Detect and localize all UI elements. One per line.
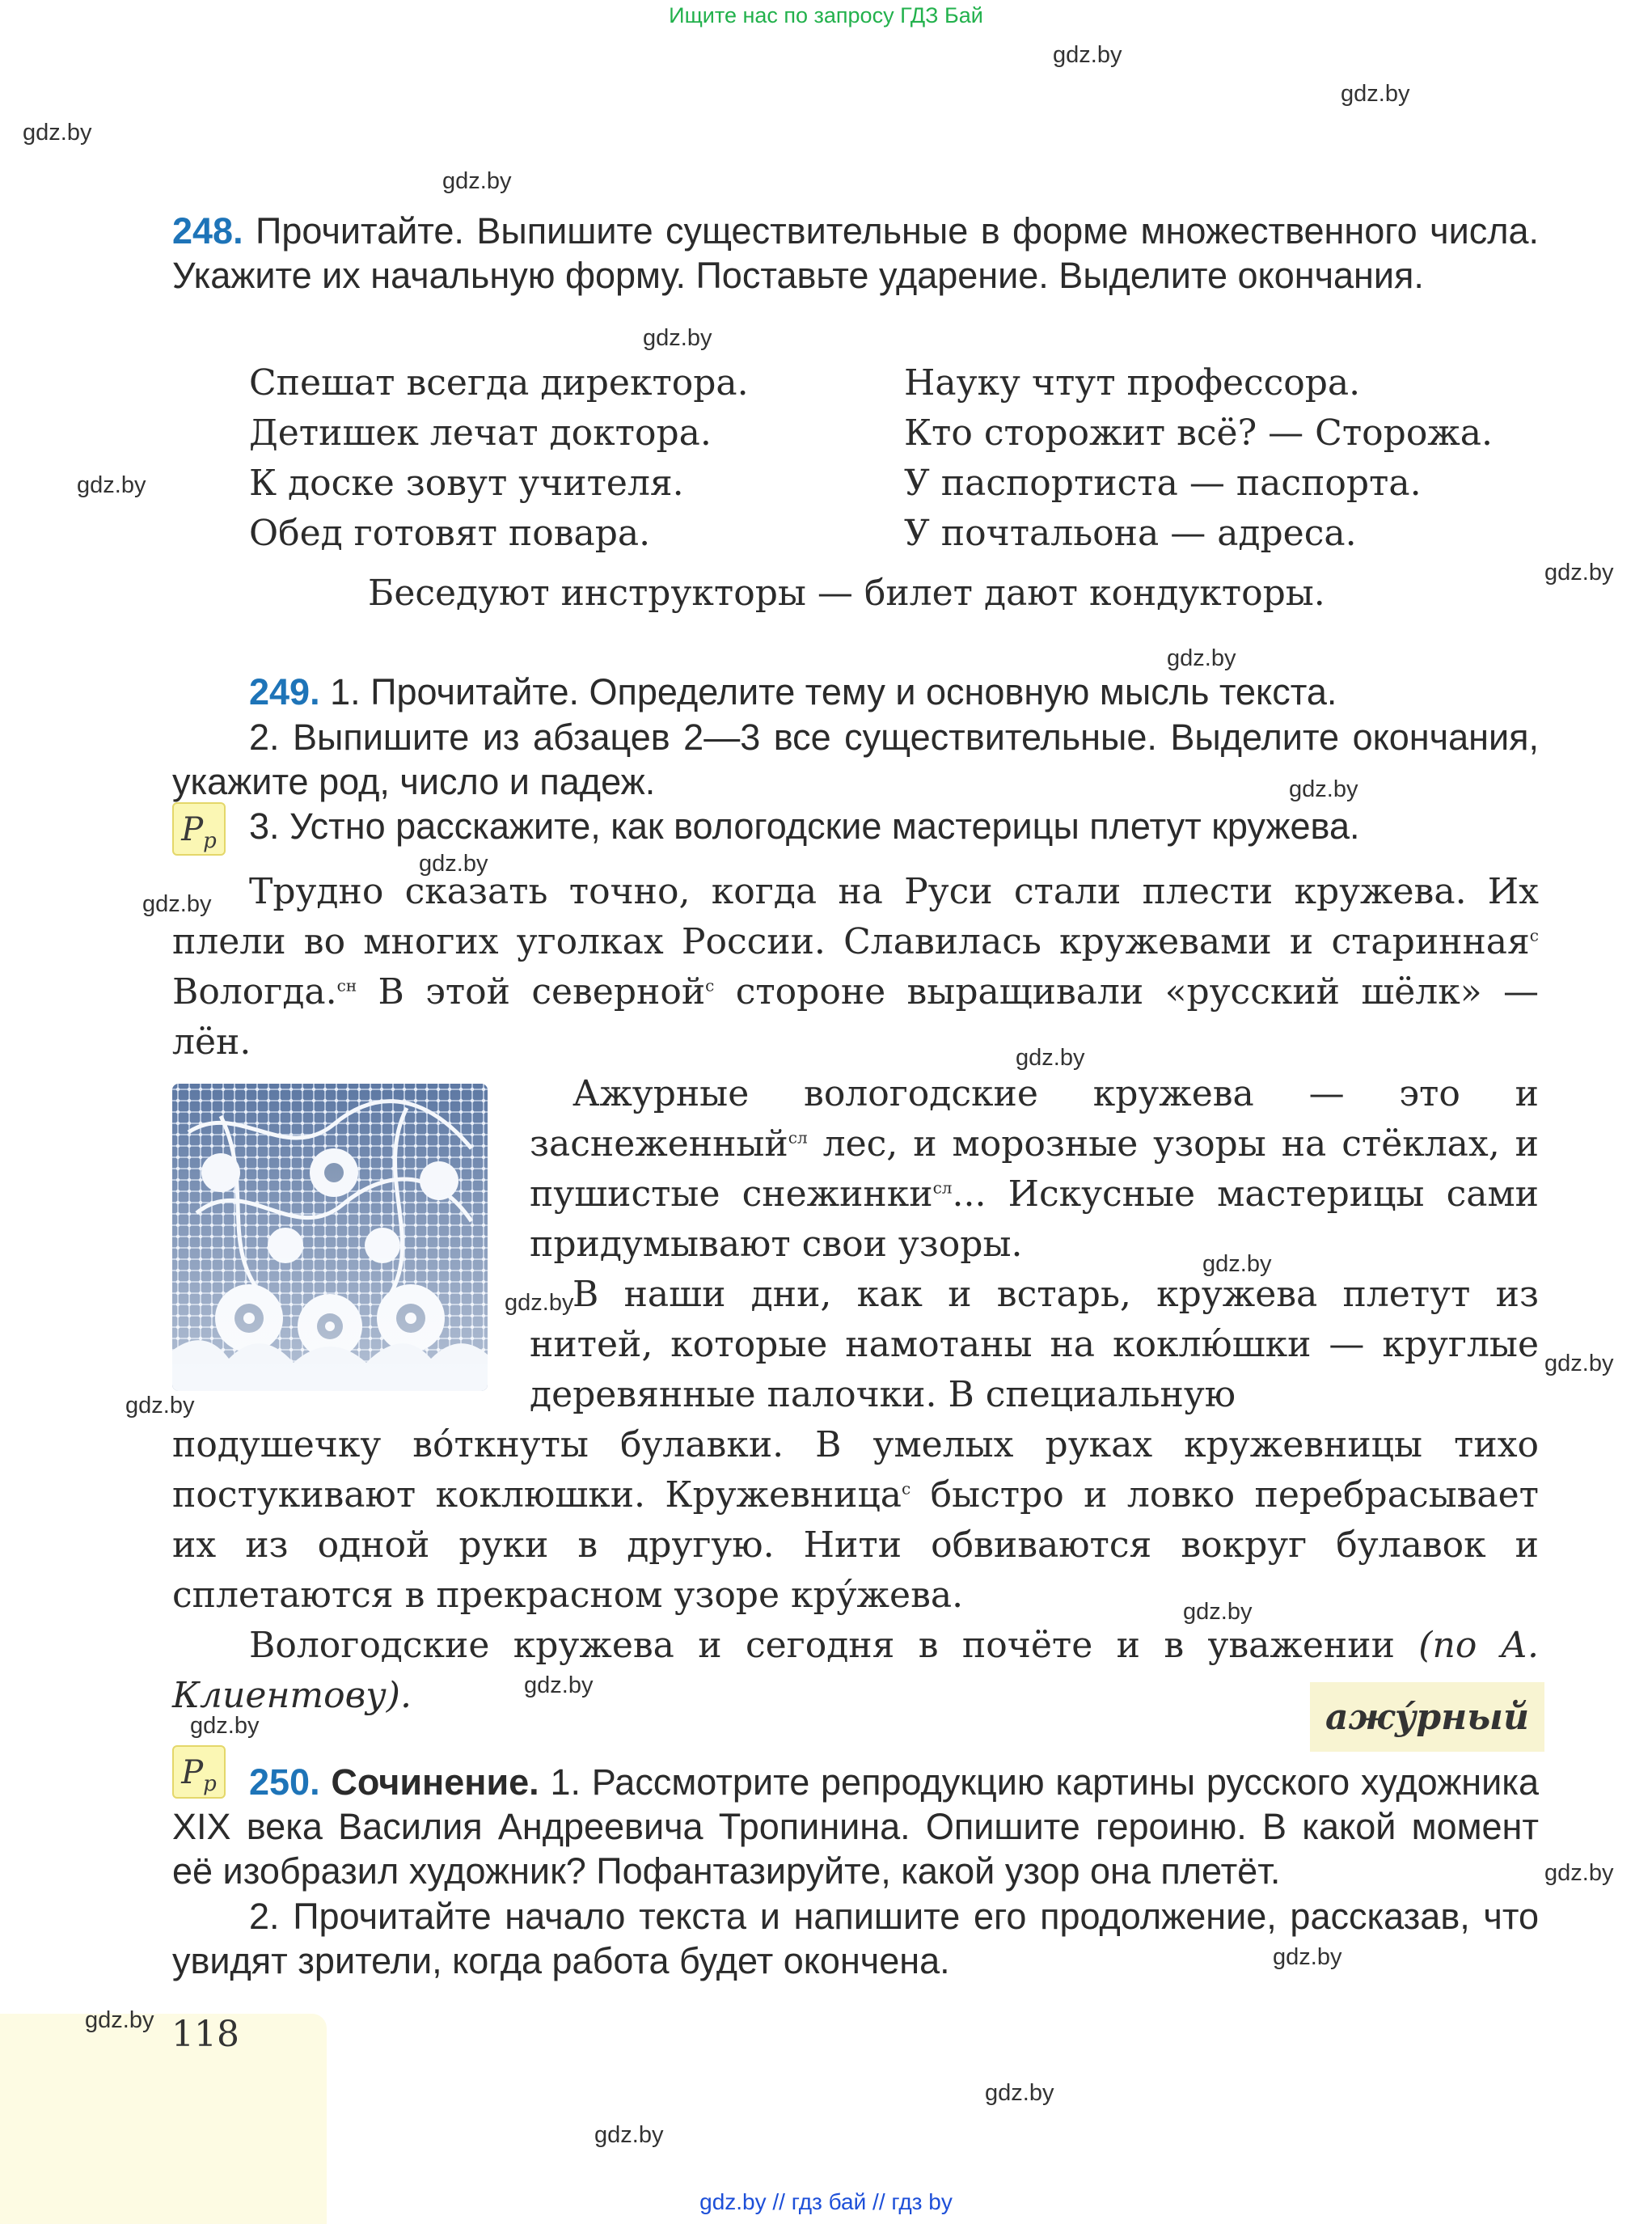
superscript-mark: сл [788,1127,808,1148]
watermark: gdz.by [985,2080,1054,2106]
poem-line: Детишек лечат доктора. [249,412,712,454]
text-span: лес, и морозные узоры на стёклах, и пушистые снежинки [530,1123,1539,1215]
poem-line: Спешат всегда директора. [249,362,749,404]
watermark: gdz.by [1167,645,1236,671]
watermark: gdz.by [1053,42,1122,68]
task-text: 1. Рассмотрите репродукцию картины русского художника XIX века Василия Андреевича Тропинина. Опишите героиню. В какой момент её изобразил художник? Пофантазируйте, какой узор она плетёт. [172,1761,1539,1892]
lace-pattern-icon [172,1084,488,1391]
rp-icon-sub: р [203,1772,217,1796]
task-text: Прочитайте. Выпишите существительные в форме множественного числа. Укажите их начальную форму. Поставьте ударение. Выделите окончания. [172,210,1539,296]
watermark: gdz.by [1544,560,1614,586]
watermark: gdz.by [419,851,488,877]
exercise-250-task2: 2. Прочитайте начало текста и напишите его продолжение, рассказав, что увидят зрители, когда работа будет окончена. [172,1896,1539,1981]
speech-development-icon [172,802,226,856]
superscript-mark: с [902,1478,911,1499]
superscript-mark: с [1529,925,1539,945]
text-span: быстро и ловко перебрасывает их из одной руки в другую. Нити обвиваются вокруг булавок и сплетаются в прекрасном узоре кру́жева. [172,1474,1539,1616]
watermark: gdz.by [23,120,92,146]
exercise-number: 248. [172,210,243,252]
text-span: В этой северной [357,971,706,1013]
footer-links[interactable]: gdz.by // гдз бай // гдз by [699,2189,953,2214]
watermark: gdz.by [142,891,212,917]
watermark: gdz.by [442,168,512,194]
watermark: gdz.by [1544,1351,1614,1376]
watermark: gdz.by [594,2122,664,2148]
watermark: gdz.by [77,472,146,498]
superscript-mark: сл [932,1178,953,1198]
superscript-mark: сн [336,975,357,996]
text-paragraph: В наши дни, как и встарь, кружева плетут из нитей, которые намотаны на коклю́шки — круглые деревянные палочки. В специальную [530,1274,1539,1415]
text-span: подушечку во́ткнуты булавки. В умелых руках кружевницы тихо постукивают коклюшки. Кружевница [172,1424,1539,1516]
exercise-number: 249. [249,671,320,712]
text-paragraph [172,867,1539,1068]
rp-icon-main: Р [181,811,204,848]
watermark: gdz.by [125,1393,195,1419]
text-span: Вологодские кружева и сегодня в почёте и в уважении [249,1625,1395,1666]
poem-line: У паспортиста — паспорта. [904,463,1422,504]
text-paragraph [172,1420,1539,1621]
watermark: gdz.by [1341,81,1410,107]
superscript-mark: с [705,975,715,996]
watermark: gdz.by [524,1672,594,1698]
rp-icon-main: Р [181,1754,204,1791]
watermark: gdz.by [190,1713,260,1739]
watermark: gdz.by [643,325,712,351]
exercise-249-task1 [249,670,1539,714]
watermark: gdz.by [505,1290,574,1316]
rp-icon-sub: р [203,829,217,853]
exercise-title: Сочинение. [331,1761,539,1803]
text-span: Ажурные вологодские кружева — это и заснеженный [530,1073,1539,1165]
watermark: gdz.by [1289,776,1358,802]
poem-final-line: Беседуют инструкторы — билет дают кондукторы. [368,573,1325,614]
watermark: gdz.by [1016,1045,1085,1071]
text-span: ... Искусные мастерицы сами придумывают свои узоры. [530,1173,1539,1265]
poem-line: Кто сторожит всё? — Сторожа. [904,412,1493,454]
text-paragraph [530,1069,1539,1270]
poem-line: Науку чтут профессора. [904,362,1361,404]
exercise-number: 250. [249,1761,320,1803]
text-span: Вологда. [172,971,337,1013]
text-span: Трудно сказать точно, когда на Руси стали плести кружева. Их плели во многих уголках России. Славилась кружевами и старинная [172,871,1539,962]
author-reference: (по А. Клиентову). [172,1625,1540,1716]
exercise-248-task [172,209,1539,298]
task-text: 1. Прочитайте. Определите тему и основную мысль текста. [330,671,1337,712]
top-banner[interactable]: Ищите нас по запросу ГДЗ Бай [669,3,983,27]
exercise-249-task3: 3. Устно расскажите, как вологодские мастерицы плетут кружева. [249,805,1360,847]
watermark: gdz.by [1544,1860,1614,1886]
exercise-249-task2: 2. Выпишите из абзацев 2—3 все существительные. Выделите окончания, укажите род, число и падеж. [172,717,1539,802]
text-span: стороне выращивали «русский шёлк» — лён. [172,971,1539,1063]
watermark: gdz.by [1202,1251,1272,1277]
vocabulary-word: ажу́рный [1310,1682,1544,1752]
lace-image [172,1084,488,1391]
watermark: gdz.by [85,2007,154,2033]
watermark: gdz.by [1273,1944,1342,1970]
poem-line: У почтальона — адреса. [904,513,1357,554]
poem-line: К доске зовут учителя. [249,463,684,504]
watermark: gdz.by [1183,1599,1253,1625]
page-number: 118 [171,2014,239,2055]
poem-line: Обед готовят повара. [249,513,651,554]
exercise-250-task1 [172,1760,1539,1893]
